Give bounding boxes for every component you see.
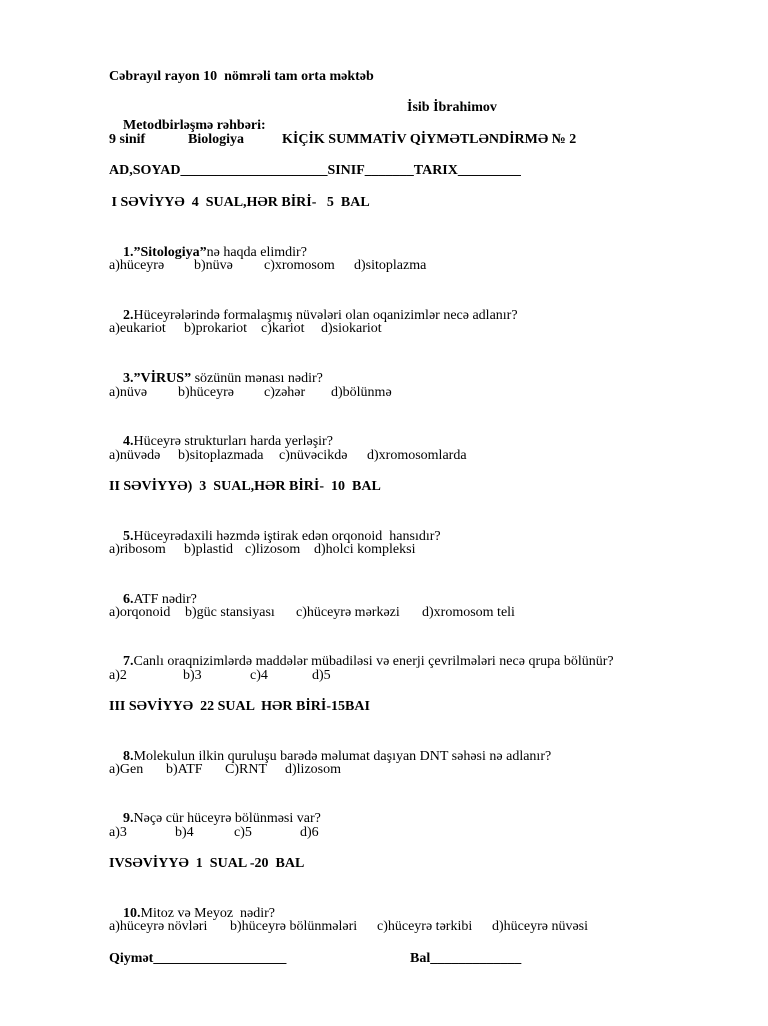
answer-option[interactable]: b)sitoplazmada xyxy=(178,448,264,463)
answer-option[interactable]: a)orqonoid xyxy=(109,605,171,620)
answer-option[interactable]: d)bölünmə xyxy=(331,385,392,400)
level-2-heading: II SƏVİYYƏ) 3 SUAL,HƏR BİRİ- 10 BAL xyxy=(109,479,381,494)
question-8 xyxy=(109,730,552,764)
answer-option[interactable]: d)xromosom teli xyxy=(422,605,515,620)
school-name: Cəbrayıl rayon 10 nömrəli tam orta məktəb xyxy=(109,69,374,84)
subject-label: Biologiya xyxy=(188,132,245,147)
question-2 xyxy=(109,289,518,323)
answer-option[interactable]: b)hüceyrə xyxy=(178,385,234,400)
question-text: Hüceyrədaxili həzmdə iştirak edən orqonoid hansıdır? xyxy=(133,529,441,544)
student-info-line: AD,SOYAD_____________________SINIF_______TARIX_________ xyxy=(109,163,521,178)
answer-option[interactable]: c)xromosom xyxy=(264,258,335,273)
answer-options-4 xyxy=(109,447,669,465)
question-3 xyxy=(109,352,323,386)
question-text: Hüceyrə strukturları harda yerləşir? xyxy=(133,434,333,449)
answer-option[interactable]: d)xromosomlarda xyxy=(367,448,467,463)
answer-option[interactable]: c)hüceyrə tərkibi xyxy=(377,919,473,934)
answer-option[interactable]: b)hüceyrə bölünmələri xyxy=(230,919,358,934)
answer-option[interactable]: b)güc stansiyası xyxy=(185,605,275,620)
answer-options-7 xyxy=(109,667,669,685)
method-head-name: İsib İbrahimov xyxy=(407,100,497,115)
answer-options-3 xyxy=(109,384,669,402)
answer-option[interactable]: b)3 xyxy=(183,668,202,683)
answer-options-5 xyxy=(109,541,669,559)
question-number: 7. xyxy=(123,654,134,669)
question-number: 1. xyxy=(123,245,134,260)
question-keyword: ”Sitologiya” xyxy=(133,245,207,260)
method-head-label: Metodbirləşmə rəhbəri: xyxy=(123,118,266,133)
answer-option[interactable]: a)nüvədə xyxy=(109,448,161,463)
answer-option[interactable]: a)eukariot xyxy=(109,321,166,336)
question-5 xyxy=(109,510,441,544)
answer-option[interactable]: b)prokariot xyxy=(184,321,247,336)
answer-option[interactable]: a)2 xyxy=(109,668,127,683)
test-title: KİÇİK SUMMATİV QİYMƏTLƏNDİRMƏ № 2 xyxy=(282,132,577,147)
question-6 xyxy=(109,573,197,607)
question-4 xyxy=(109,415,333,449)
question-text: Hüceyrələrində formalaşmış nüvələri olan oqanizimlər necə adlanır? xyxy=(133,308,518,323)
question-number: 4. xyxy=(123,434,134,449)
answer-options-9 xyxy=(109,824,669,842)
answer-option[interactable]: d)6 xyxy=(300,825,319,840)
score-field[interactable]: Bal_____________ xyxy=(410,951,522,966)
answer-options-10 xyxy=(109,918,669,936)
question-7 xyxy=(109,635,614,669)
answer-options-8 xyxy=(109,761,669,779)
answer-option[interactable]: b)nüvə xyxy=(194,258,233,273)
question-text: Mitoz və Meyoz nədir? xyxy=(140,906,276,921)
question-number: 6. xyxy=(123,592,134,607)
answer-option[interactable]: c)nüvəcikdə xyxy=(279,448,348,463)
answer-option[interactable]: c)hüceyrə mərkəzi xyxy=(296,605,400,620)
answer-options-1 xyxy=(109,257,669,275)
answer-option[interactable]: a)Gen xyxy=(109,762,144,777)
question-9 xyxy=(109,792,321,826)
answer-option[interactable]: c)zəhər xyxy=(264,385,306,400)
answer-option[interactable]: d)hüceyrə nüvəsi xyxy=(492,919,589,934)
question-text: Nəçə cür hüceyrə bölünməsi var? xyxy=(133,811,321,826)
answer-option[interactable]: d)siokariot xyxy=(321,321,382,336)
answer-options-6 xyxy=(109,604,669,622)
answer-option[interactable]: a)hüceyrə növləri xyxy=(109,919,208,934)
answer-option[interactable]: C)RNT xyxy=(225,762,267,777)
question-number: 8. xyxy=(123,749,134,764)
question-number: 9. xyxy=(123,811,134,826)
question-1 xyxy=(109,226,307,260)
answer-option[interactable]: b)4 xyxy=(175,825,194,840)
question-number: 10. xyxy=(123,906,141,921)
answer-option[interactable]: b)ATF xyxy=(166,762,203,777)
answer-option[interactable]: c)4 xyxy=(250,668,268,683)
question-number: 5. xyxy=(123,529,134,544)
answer-option[interactable]: c)kariot xyxy=(261,321,305,336)
question-number: 2. xyxy=(123,308,134,323)
answer-option[interactable]: c)lizosom xyxy=(245,542,301,557)
answer-option[interactable]: d)lizosom xyxy=(285,762,341,777)
question-text: sözünün mənası nədir? xyxy=(191,371,323,386)
question-number: 3. xyxy=(123,371,134,386)
answer-option[interactable]: a)hüceyrə xyxy=(109,258,165,273)
question-text: Molekulun ilkin quruluşu barədə məlumat daşıyan DNT səhəsi nə adlanır? xyxy=(133,749,552,764)
question-text: ATF nədir? xyxy=(133,592,197,607)
answer-option[interactable]: a)nüvə xyxy=(109,385,148,400)
question-text: nə haqda elimdir? xyxy=(206,245,307,260)
answer-option[interactable]: d)holci kompleksi xyxy=(314,542,416,557)
answer-options-2 xyxy=(109,320,669,338)
answer-option[interactable]: a)ribosom xyxy=(109,542,166,557)
answer-option[interactable]: d)5 xyxy=(312,668,331,683)
answer-option[interactable]: b)plastid xyxy=(184,542,233,557)
answer-option[interactable]: a)3 xyxy=(109,825,127,840)
grade-field[interactable]: Qiymət___________________ xyxy=(109,951,287,966)
level-4-heading: IVSƏVİYYƏ 1 SUAL -20 BAL xyxy=(109,856,305,871)
level-3-heading: III SƏVİYYƏ 22 SUAL HƏR BİRİ-15BAI xyxy=(109,699,370,714)
answer-option[interactable]: c)5 xyxy=(234,825,252,840)
question-keyword: ”VİRUS” xyxy=(133,371,192,386)
method-head-row xyxy=(109,99,266,133)
grade-label: 9 sinif xyxy=(109,132,146,147)
question-10 xyxy=(109,887,276,921)
level-1-heading: I SƏVİYYƏ 4 SUAL,HƏR BİRİ- 5 BAL xyxy=(108,195,370,210)
answer-option[interactable]: d)sitoplazma xyxy=(354,258,427,273)
question-text: Canlı oraqnizimlərdə maddələr mübadiləsi və enerji çevrilmələri necə qrupa bölünür? xyxy=(133,654,614,669)
